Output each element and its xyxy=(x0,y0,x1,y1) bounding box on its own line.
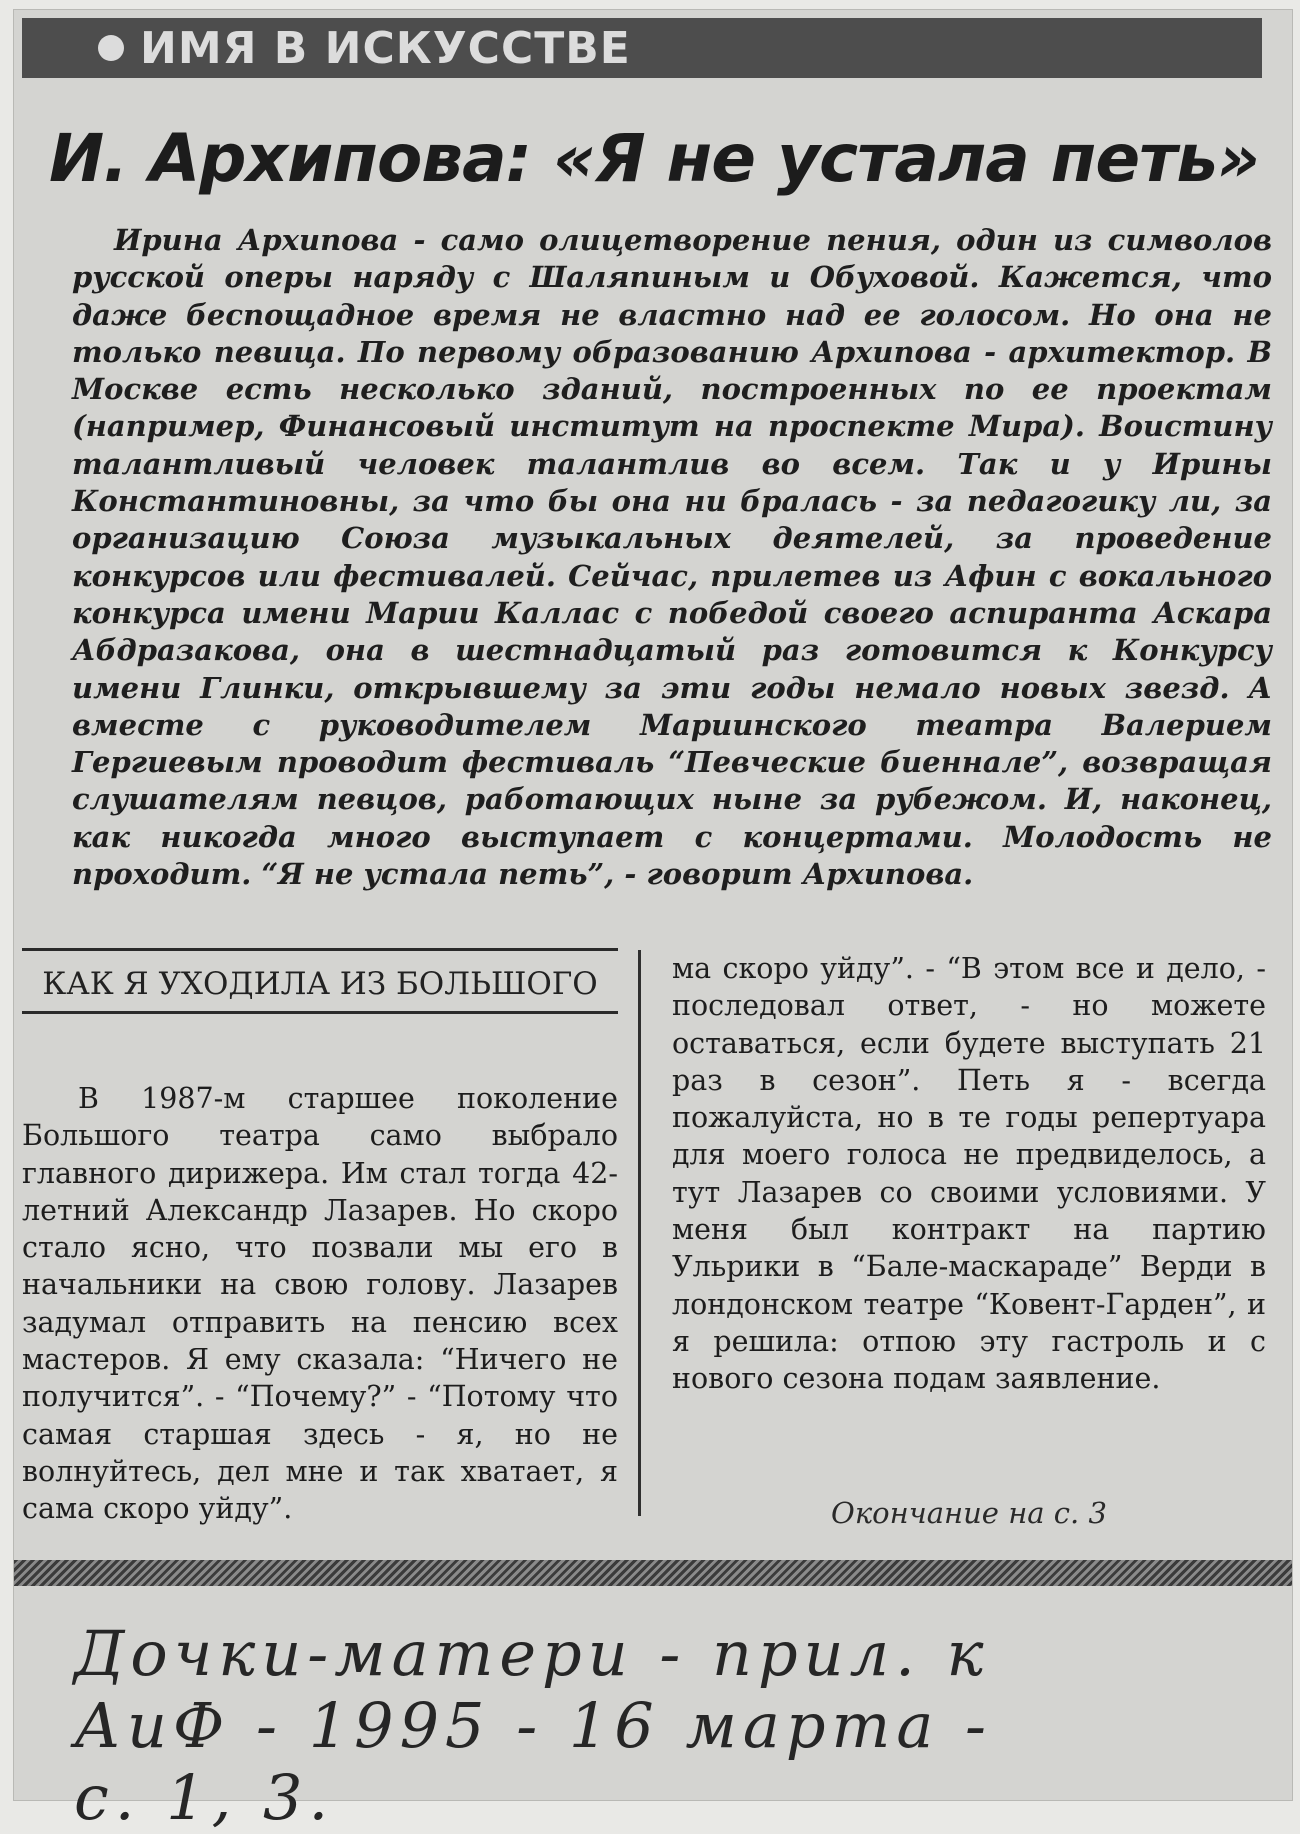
newspaper-clipping xyxy=(14,10,1292,1834)
handwritten-line: с. 1, 3. xyxy=(74,1761,335,1834)
section-subhead: КАК Я УХОДИЛА ИЗ БОЛЬШОГО xyxy=(42,966,598,1002)
subhead-bottom-rule xyxy=(22,1011,618,1014)
continued-note: Окончание на с. 3 xyxy=(831,1496,1107,1530)
right-column-text: ма скоро уйду”. - “В этом все и дело, - последовал ответ, - но можете оставаться, если будете выступать 21 раз в сезон”. Петь я - всегда пожалуйста, но в те годы репертуара для моего голоса не предвиделось, а тут Лазарев со своими условиями. У меня был контракт на партию Ульрики в “Бале-маскараде” Верди в лондонском театре “Ковент-Гарден”, и я решила: отпою эту гастроль и с нового сезона подам заявление. xyxy=(672,952,1266,1396)
rubric-bar xyxy=(22,18,1262,78)
column-divider xyxy=(638,950,641,1516)
handwritten-line: Дочки-матери - прил. к xyxy=(74,1617,990,1690)
left-column-text: В 1987-м старшее поколение Большого театра само выбрало главного дирижера. Им стал тогда 42-летний Александр Лазарев. Но скоро стало ясно, что позвали мы его в начальники на свою голову. Лазарев задумал отправить на пенсию всех мастеров. Я ему сказала: “Ничего не получится”. - “Почему?” - “Потому что самая старшая здесь - я, но не волнуйтесь, дел мне и так хватает, я сама скоро уйду”. xyxy=(22,1082,618,1526)
handwritten-line: АиФ - 1995 - 16 марта - xyxy=(74,1689,992,1762)
hatched-divider xyxy=(14,1560,1292,1586)
handwritten-source-note xyxy=(74,1618,1274,1834)
bullet-icon xyxy=(98,35,124,61)
rubric-title: ИМЯ В ИСКУССТВЕ xyxy=(140,22,631,74)
right-column xyxy=(672,950,1266,1398)
left-column xyxy=(22,948,618,1526)
article-lead: Ирина Архипова - само олицетворение пения, один из символов русской оперы наряду с Шаляпиным и Обуховой. Кажется, что даже беспощадное время не властно над ее голосом. Но она не только певица. По первому образованию Архипова - архитектор. В Москве есть несколько зданий, построенных по ее проектам (например, Финансовый институт на проспекте Мира). Воистину талантливый человек талантлив во всем. Так и у Ирины Константиновны, за что бы она ни бралась - за педагогику ли, за организацию Союза музыкальных деятелей, за проведение конкурсов или фестивалей. Сейчас, прилетев из Афин с вокального конкурса имени Марии Каллас с победой своего аспиранта Аскара Абдразакова, она в шестнадцатый раз готовится к Конкурсу имени Глинки, открывшему за эти годы немало новых звезд. А вместе с руководителем Мариинского театра Валерием Гергиевым проводит фестиваль “Певческие биеннале”, возвращая слушателям певцов, работающих ныне за рубежом. И, наконец, как никогда много выступает с концертами. Молодость не проходит. “Я не устала петь”, - говорит Архипова. xyxy=(72,223,1272,892)
article-headline: И. Архипова: «Я не устала петь» xyxy=(48,120,1260,197)
